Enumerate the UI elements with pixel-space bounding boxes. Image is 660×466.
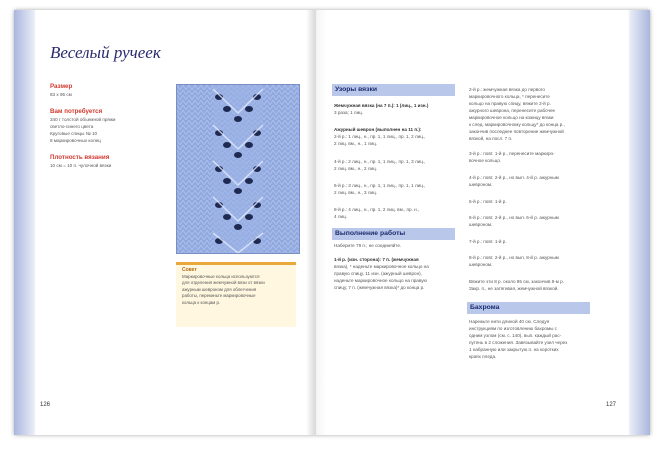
tip-line: кольца к концам р. — [182, 299, 221, 305]
fringe-text — [469, 318, 599, 360]
text-line: Ажурный шеврон (выполнен на 11 п.): — [334, 127, 422, 132]
text-line: маркировочное кольцо на кожицу вязки — [469, 115, 554, 120]
section-heading-patterns: Узоры вязки — [332, 84, 455, 96]
text-line: к след. маркировочному кольцу* до конца р., — [469, 122, 565, 127]
text-line: 3-й р.: повт. 1-й р., перенесите маркиро- — [469, 151, 555, 156]
text-line: спицу, 7 п. (жемчужная вязка)* до конца р. — [334, 285, 425, 290]
section-heading-instructions: Выполнение работы — [332, 228, 455, 240]
tip-line: для отделения жемчужной вязи от вязки — [182, 280, 265, 286]
text-line: кольцо на правую спицу, вяжите 2-й р. — [469, 101, 551, 106]
row6-text — [334, 182, 459, 196]
section-heading-fringe: Бахрома — [467, 302, 590, 314]
tip-line: Маркировочные кольца используются — [182, 274, 260, 279]
knitting-swatch-photo — [176, 84, 300, 254]
text-line: 8-й р.: повт. 2-й р., но вып. 8-й р. ажурным — [469, 255, 559, 260]
text-line: 6-й р.: 3 лиц., н., пр. 1, 1 лиц., пр. 1, 1 лиц., — [334, 183, 426, 188]
cast-on-text — [334, 242, 459, 249]
text-line: Закр. п., не затягивая, жемчужной вязкой. — [469, 286, 559, 291]
size-section — [50, 83, 165, 98]
text-line: правую спицу, 11 изн. (ажурный шеврон), — [334, 271, 422, 276]
text-line: 4-й р.: повт. 2-й р., но вып. 4-й р. ажурным — [469, 175, 559, 180]
text-line: 1 набранную или закрытую п. на коротких — [469, 347, 559, 352]
text-line: Вяжите эти 8 р. около 95 см, закончив 8-м р. — [469, 279, 565, 284]
text-line: шевроном. — [469, 182, 493, 187]
text-line: ажурного шеврона, перенесите рабочее — [469, 108, 556, 113]
row8-text — [334, 206, 459, 220]
lace-chevron-pattern-image — [177, 85, 299, 253]
page-number-right: 127 — [606, 402, 617, 408]
size-heading: Размер — [50, 83, 73, 90]
text-line: одним узлом (см. с. 140), вып. каждый рас- — [469, 333, 562, 338]
gauge-section — [50, 154, 165, 169]
materials-line: 340 г толстой объемной пряжи — [50, 117, 116, 122]
text-line: 2-й р.: 1 лиц., н., пр. 1, 1 лиц., пр. 1, 2 лиц., — [334, 134, 426, 139]
text-line: 2-й р.: жемчужная вязка до первого — [469, 87, 545, 92]
materials-line: Круговые спицы № 10 — [50, 131, 98, 136]
materials-line: светло-синего цвета — [50, 124, 94, 129]
text-line: 1-й р. (изн. сторона): 7 п. (жемчужная — [334, 257, 419, 262]
text-line: 2 лиц. вм., н., 1 лиц. — [334, 141, 377, 146]
finishing-text — [469, 278, 599, 292]
text-line: Жемчужная вязка (на 7 п.): 1 (лиц., 1 изн.) — [334, 103, 429, 108]
text-line: 2 лиц. вм., н., 3 лиц. — [334, 190, 377, 195]
tip-line: работы, перекиньте маркировочные — [182, 293, 256, 299]
text-line: наденьте маркировочное кольцо на правую — [334, 278, 427, 283]
text-line: вязкой, на посл. 7 п. — [469, 136, 513, 141]
text-line: 4-й р.: 2 лиц., н., пр. 1, 1 лиц., пр. 1, 3 лиц., — [334, 159, 426, 164]
size-value: 83 х 95 см — [50, 92, 72, 97]
text-line: шевроном. — [469, 262, 493, 267]
page-number-left: 126 — [40, 402, 51, 408]
materials-section — [50, 108, 165, 144]
text-line: Наберите 79 п.; не соединяйте. — [334, 243, 402, 248]
text-line: путень в 2 сложения. Завязывайте узел через — [469, 340, 568, 345]
right-page-edge-band — [628, 10, 650, 435]
chevron-intro-text — [334, 126, 459, 147]
text-line: инструкциям по изготовлению бахромы с — [469, 326, 557, 331]
page-title: Веселый ручеек — [50, 43, 161, 62]
row7-text — [469, 238, 599, 245]
row4-repeat-text — [469, 174, 599, 188]
materials-line: 8 маркировочных колец — [50, 138, 101, 143]
text-line: краях пледа. — [469, 354, 497, 359]
text-line: Нарежьте нити длиной 40 см. Следуя — [469, 319, 550, 324]
text-line: закончив последнее повторение жемчужной — [469, 129, 564, 134]
text-line: вязка), * наденьте маркировочное кольцо на — [334, 264, 429, 269]
text-line: 5-й р.: повт. 1-й р. — [469, 199, 507, 204]
text-line: шевроном. — [469, 222, 493, 227]
tip-heading: Совет — [182, 267, 197, 273]
row3-text — [469, 150, 599, 164]
row5-text — [469, 198, 599, 205]
text-line: вочное кольцо. — [469, 158, 502, 163]
text-line: 6-й р.: повт. 2-й р., но вып. 6-й р. ажурным — [469, 215, 559, 220]
row8-repeat-text — [469, 254, 599, 268]
row2-text — [469, 86, 599, 142]
text-line: 2 лиц. вм., н., 2 лиц. — [334, 166, 377, 171]
pearl-stitch-text — [334, 102, 459, 116]
left-page-edge-band — [14, 10, 36, 435]
materials-heading: Вам потребуется — [50, 108, 103, 115]
text-line: 8-й р.: 4 лиц., н., пр. 1, 2 лиц. вм., пр. н., — [334, 207, 420, 212]
tip-text — [182, 274, 290, 306]
text-line: маркировочного кольца, * перенесите — [469, 94, 550, 99]
row6-repeat-text — [469, 214, 599, 228]
tip-line: ажурным шевроном для облегчения — [182, 286, 257, 292]
row1-text — [334, 256, 459, 291]
book-gutter — [306, 10, 326, 435]
row4-text — [334, 158, 459, 172]
text-line: 7-й р.: повт. 1-й р. — [469, 239, 507, 244]
tip-box — [176, 262, 296, 327]
text-line: 4 лиц. — [334, 214, 347, 219]
gauge-heading: Плотность вязания — [50, 154, 110, 161]
text-line: 3 раза; 1 лиц. — [334, 110, 364, 115]
gauge-value: 10 см = 10 п. чулочной вязки — [50, 163, 112, 168]
